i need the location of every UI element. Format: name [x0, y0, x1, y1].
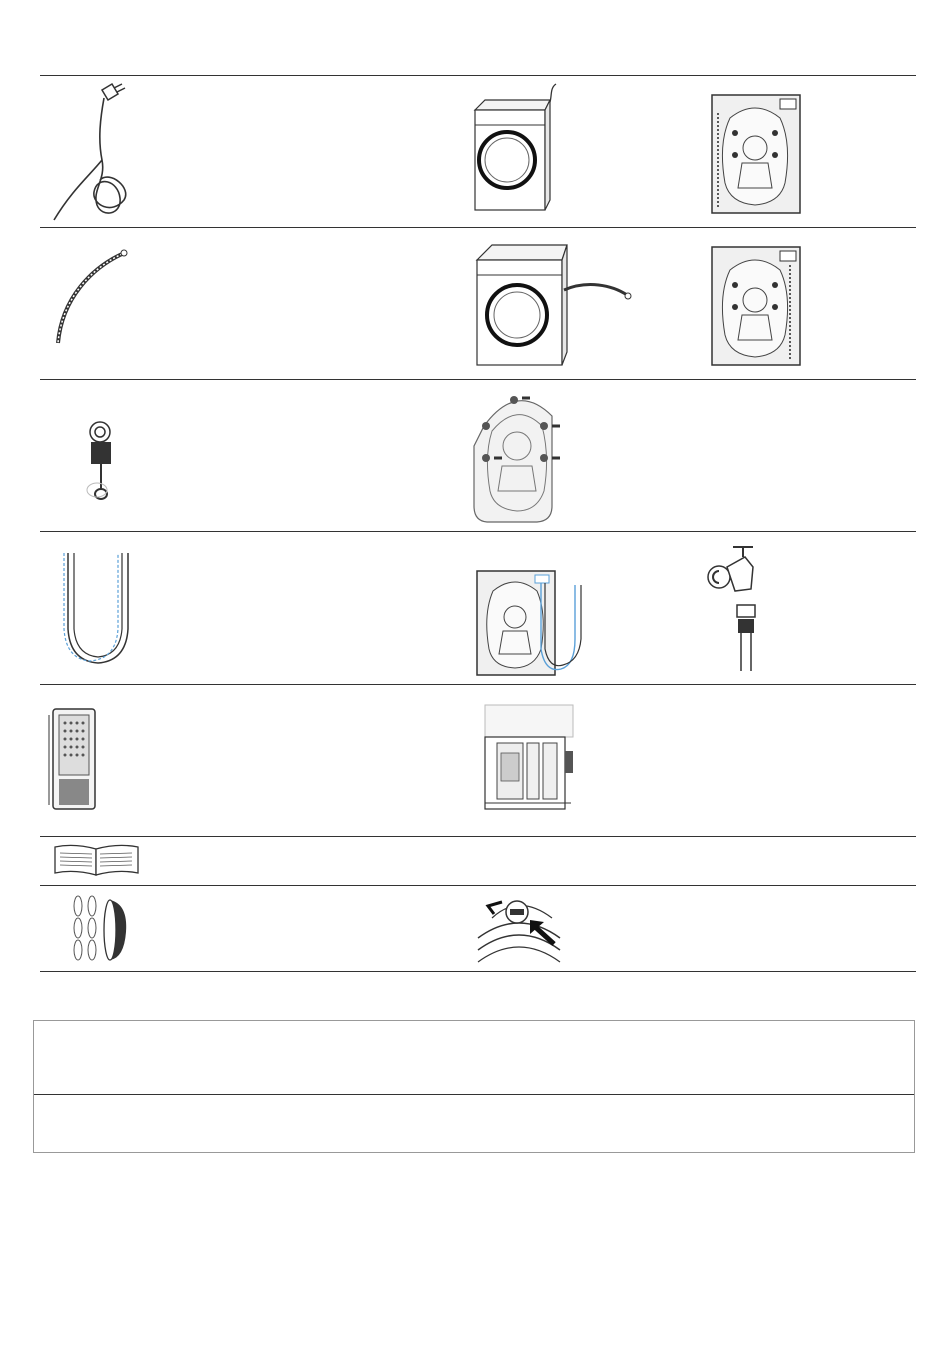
detergent-drawer-illustration	[483, 703, 578, 815]
back-panel-hose-illustration	[710, 245, 805, 370]
row-divider	[40, 531, 916, 532]
row-divider	[40, 836, 916, 837]
row-divider	[40, 227, 916, 228]
back-panel-cord-illustration	[710, 93, 805, 218]
user-manual-illustration	[52, 841, 142, 879]
bolt-covers-illustration	[70, 892, 130, 967]
row-divider	[40, 885, 916, 886]
liquid-detergent-container-illustration	[45, 705, 100, 815]
transport-bolt-spanner-illustration	[83, 420, 128, 505]
side-hose-routing-illustration	[472, 240, 632, 370]
back-panel-bolts-illustration	[472, 386, 567, 526]
porthole-door-rotate-illustration	[474, 888, 564, 966]
table-bottom-line	[40, 971, 916, 972]
note-divider	[34, 1094, 914, 1095]
back-panel-inlet-hoses-illustration	[475, 569, 590, 679]
cord-routing-top-illustration	[470, 80, 570, 215]
inlet-hoses-illustration	[60, 549, 135, 669]
water-tap-connection-illustration	[705, 543, 765, 673]
power-cord-illustration	[52, 80, 142, 225]
row-divider	[40, 684, 916, 685]
table-top-line	[40, 75, 916, 76]
drain-hose-illustration	[52, 248, 132, 348]
row-divider	[40, 379, 916, 380]
note-box	[33, 1020, 915, 1153]
